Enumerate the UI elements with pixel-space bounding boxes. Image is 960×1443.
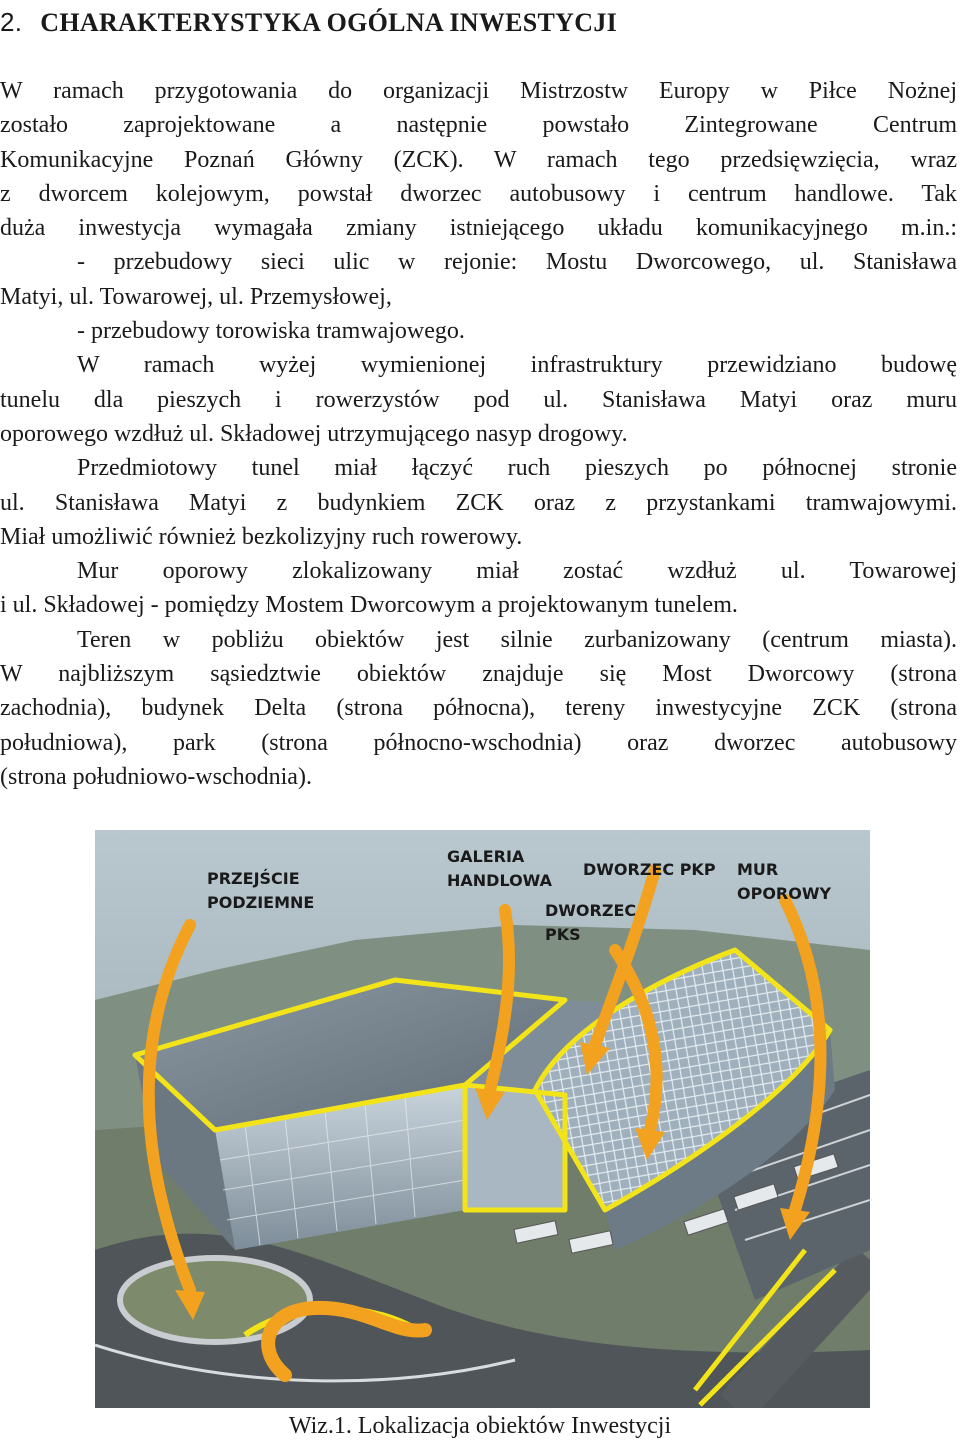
text-line: Przedmiotowy tunel miał łączyć ruch pieszych po północnej stronie — [77, 455, 957, 482]
text-line: Matyi, ul. Towarowej, ul. Przemysłowej, — [0, 283, 392, 310]
text-line: Miał umożliwić również bezkolizyjny ruch rowerowy. — [0, 523, 523, 550]
text-line: zachodnia), budynek Delta (strona północna), tereny inwestycyjne ZCK (strona — [0, 695, 957, 722]
label-pks-line2: PKS — [545, 925, 581, 944]
text-line: oporowego wzdłuż ul. Składowej utrzymującego nasyp drogowy. — [0, 420, 628, 447]
text-line: z dworcem kolejowym, powstał dworzec autobusowy i centrum handlowe. Tak — [0, 180, 957, 207]
text-line: i ul. Składowej - pomiędzy Mostem Dworcowym a projektowanym tunelem. — [0, 592, 738, 619]
text-line: zostało zaprojektowane a następnie powstało Zintegrowane Centrum — [0, 112, 957, 139]
label-galeria-line1: GALERIA — [447, 847, 525, 866]
text-line: duża inwestycja wymagała zmiany istniejącego układu komunikacyjnego m.in.: — [0, 215, 957, 242]
section-number: 2. — [0, 7, 23, 37]
text-line: (strona południowo-wschodnia). — [0, 763, 312, 790]
body-text — [0, 74, 957, 794]
section-title: CHARAKTERYSTYKA OGÓLNA INWESTYCJI — [40, 8, 618, 37]
figure-caption: Wiz.1. Lokalizacja obiektów Inwestycji — [288, 1413, 672, 1439]
label-mur-line2: OPOROWY — [737, 884, 832, 903]
text-line: W ramach wyżej wymienionej infrastruktury przewidziano budowę — [77, 352, 957, 379]
label-pks-line1: DWORZEC — [545, 901, 637, 920]
label-przejscie-line1: PRZEJŚCIE — [207, 869, 300, 888]
section-heading — [0, 2, 617, 43]
label-galeria-line2: HANDLOWA — [447, 871, 552, 890]
text-line: W najbliższym sąsiedztwie obiektów znajduje się Most Dworcowy (strona — [0, 661, 957, 688]
text-line: - przebudowy sieci ulic w rejonie: Mostu Dworcowego, ul. Stanisława — [77, 249, 957, 276]
aerial-rendering — [95, 830, 870, 1408]
label-pkp: DWORZEC PKP — [583, 860, 716, 879]
label-mur-line1: MUR — [737, 860, 779, 879]
label-przejscie-line2: PODZIEMNE — [207, 893, 315, 912]
text-line: - przebudowy torowiska tramwajowego. — [77, 318, 465, 345]
text-line: W ramach przygotowania do organizacji Mistrzostw Europy w Piłce Nożnej — [0, 78, 957, 104]
visualization-figure — [95, 830, 870, 1408]
text-line: południowa), park (strona północno-wschodnia) oraz dworzec autobusowy — [0, 729, 957, 756]
text-line: Teren w pobliżu obiektów jest silnie zurbanizowany (centrum miasta). — [77, 626, 957, 653]
text-line: Mur oporowy zlokalizowany miał zostać wzdłuż ul. Towarowej — [77, 558, 957, 585]
text-line: Komunikacyjne Poznań Główny (ZCK). W ramach tego przedsięwzięcia, wraz — [0, 146, 957, 173]
roundabout — [120, 1258, 310, 1342]
text-line: tunelu dla pieszych i rowerzystów pod ul. Stanisława Matyi oraz muru — [0, 386, 957, 413]
text-line: ul. Stanisława Matyi z budynkiem ZCK oraz z przystankami tramwajowymi. — [0, 489, 957, 516]
